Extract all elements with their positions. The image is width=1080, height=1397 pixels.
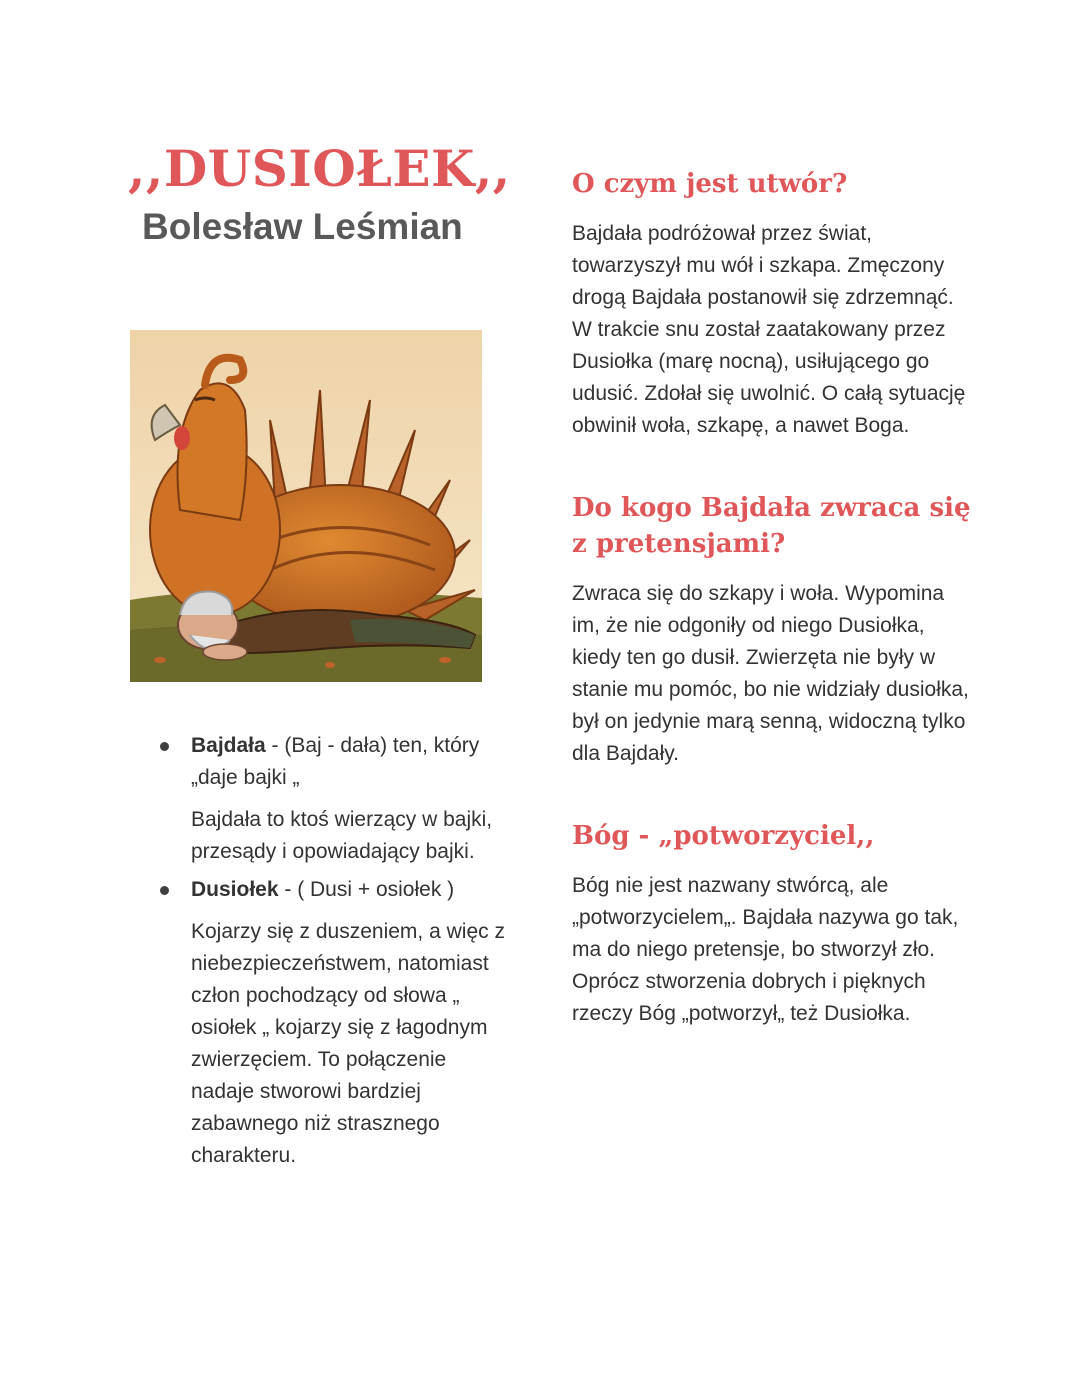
sleeping-man-and-giant-bird-illustration	[130, 330, 482, 682]
section-god	[572, 818, 972, 1030]
bullet-icon	[160, 886, 169, 895]
character-list	[160, 730, 510, 1172]
bullet-description: Kojarzy się z duszeniem, a więc z niebezpieczeństwem, natomiast człon pochodzący od słowa „ osiołek „ kojarzy się z łagodnym zwierzęciem. To połączenie nadaje stworowi bardziej zabawnego niż strasznego charakteru.	[191, 920, 505, 1167]
bullet-term: Bajdała	[191, 734, 266, 757]
section-body: Bajdała podróżował przez świat, towarzyszył mu wół i szkapa. Zmęczony drogą Bajdała postanowił się zdrzemnąć. W trakcie snu został zaatakowany przez Dusiołka (marę nocną), usiłującego go udusić. Zdołał się uwolnić. O całą sytuację obwinił woła, szkapę, a nawet Boga.	[572, 222, 966, 437]
bullet-line	[191, 730, 510, 794]
section-body: Zwraca się do szkapy i woła. Wypomina im, że nie odgoniły od niego Dusiołka, kiedy ten go dusił. Zwierzęta nie były w stanie mu pomóc, bo nie widziały dusiołka, był on jedynie marą senną, widoczną tylko dla Bajdały.	[572, 582, 969, 765]
section-heading: Bóg - „potworzyciel,,	[572, 821, 875, 851]
list-item	[160, 874, 510, 1172]
section-heading: Do kogo Bajdała zwraca się z pretensjami?	[572, 493, 971, 559]
bullet-line	[191, 874, 510, 906]
section-complaints	[572, 490, 972, 770]
page-title: ,,DUSIOŁEK,,	[128, 139, 511, 198]
bullet-term: Dusiołek	[191, 878, 279, 901]
section-body: Bóg nie jest nazwany stwórcą, ale „potworzycielem„. Bajdała nazywa go tak, ma do niego pretensje, bo stworzył zło. Oprócz stworzenia dobrych i pięknych rzeczy Bóg „potworzył„ też Dusiołka.	[572, 874, 959, 1025]
bullet-description: Bajdała to ktoś wierzący w bajki, przesądy i opowiadający bajki.	[191, 808, 493, 863]
bullet-definition: - (Baj - dała) ten, który „daje bajki „	[191, 734, 480, 789]
list-item	[160, 730, 510, 868]
section-heading: O czym jest utwór?	[572, 169, 848, 199]
right-column	[572, 166, 972, 1078]
section-plot	[572, 166, 972, 442]
bullet-icon	[160, 742, 169, 751]
author-name: Bolesław Leśmian	[142, 206, 463, 247]
bullet-definition: - ( Dusi + osiołek )	[278, 878, 455, 901]
